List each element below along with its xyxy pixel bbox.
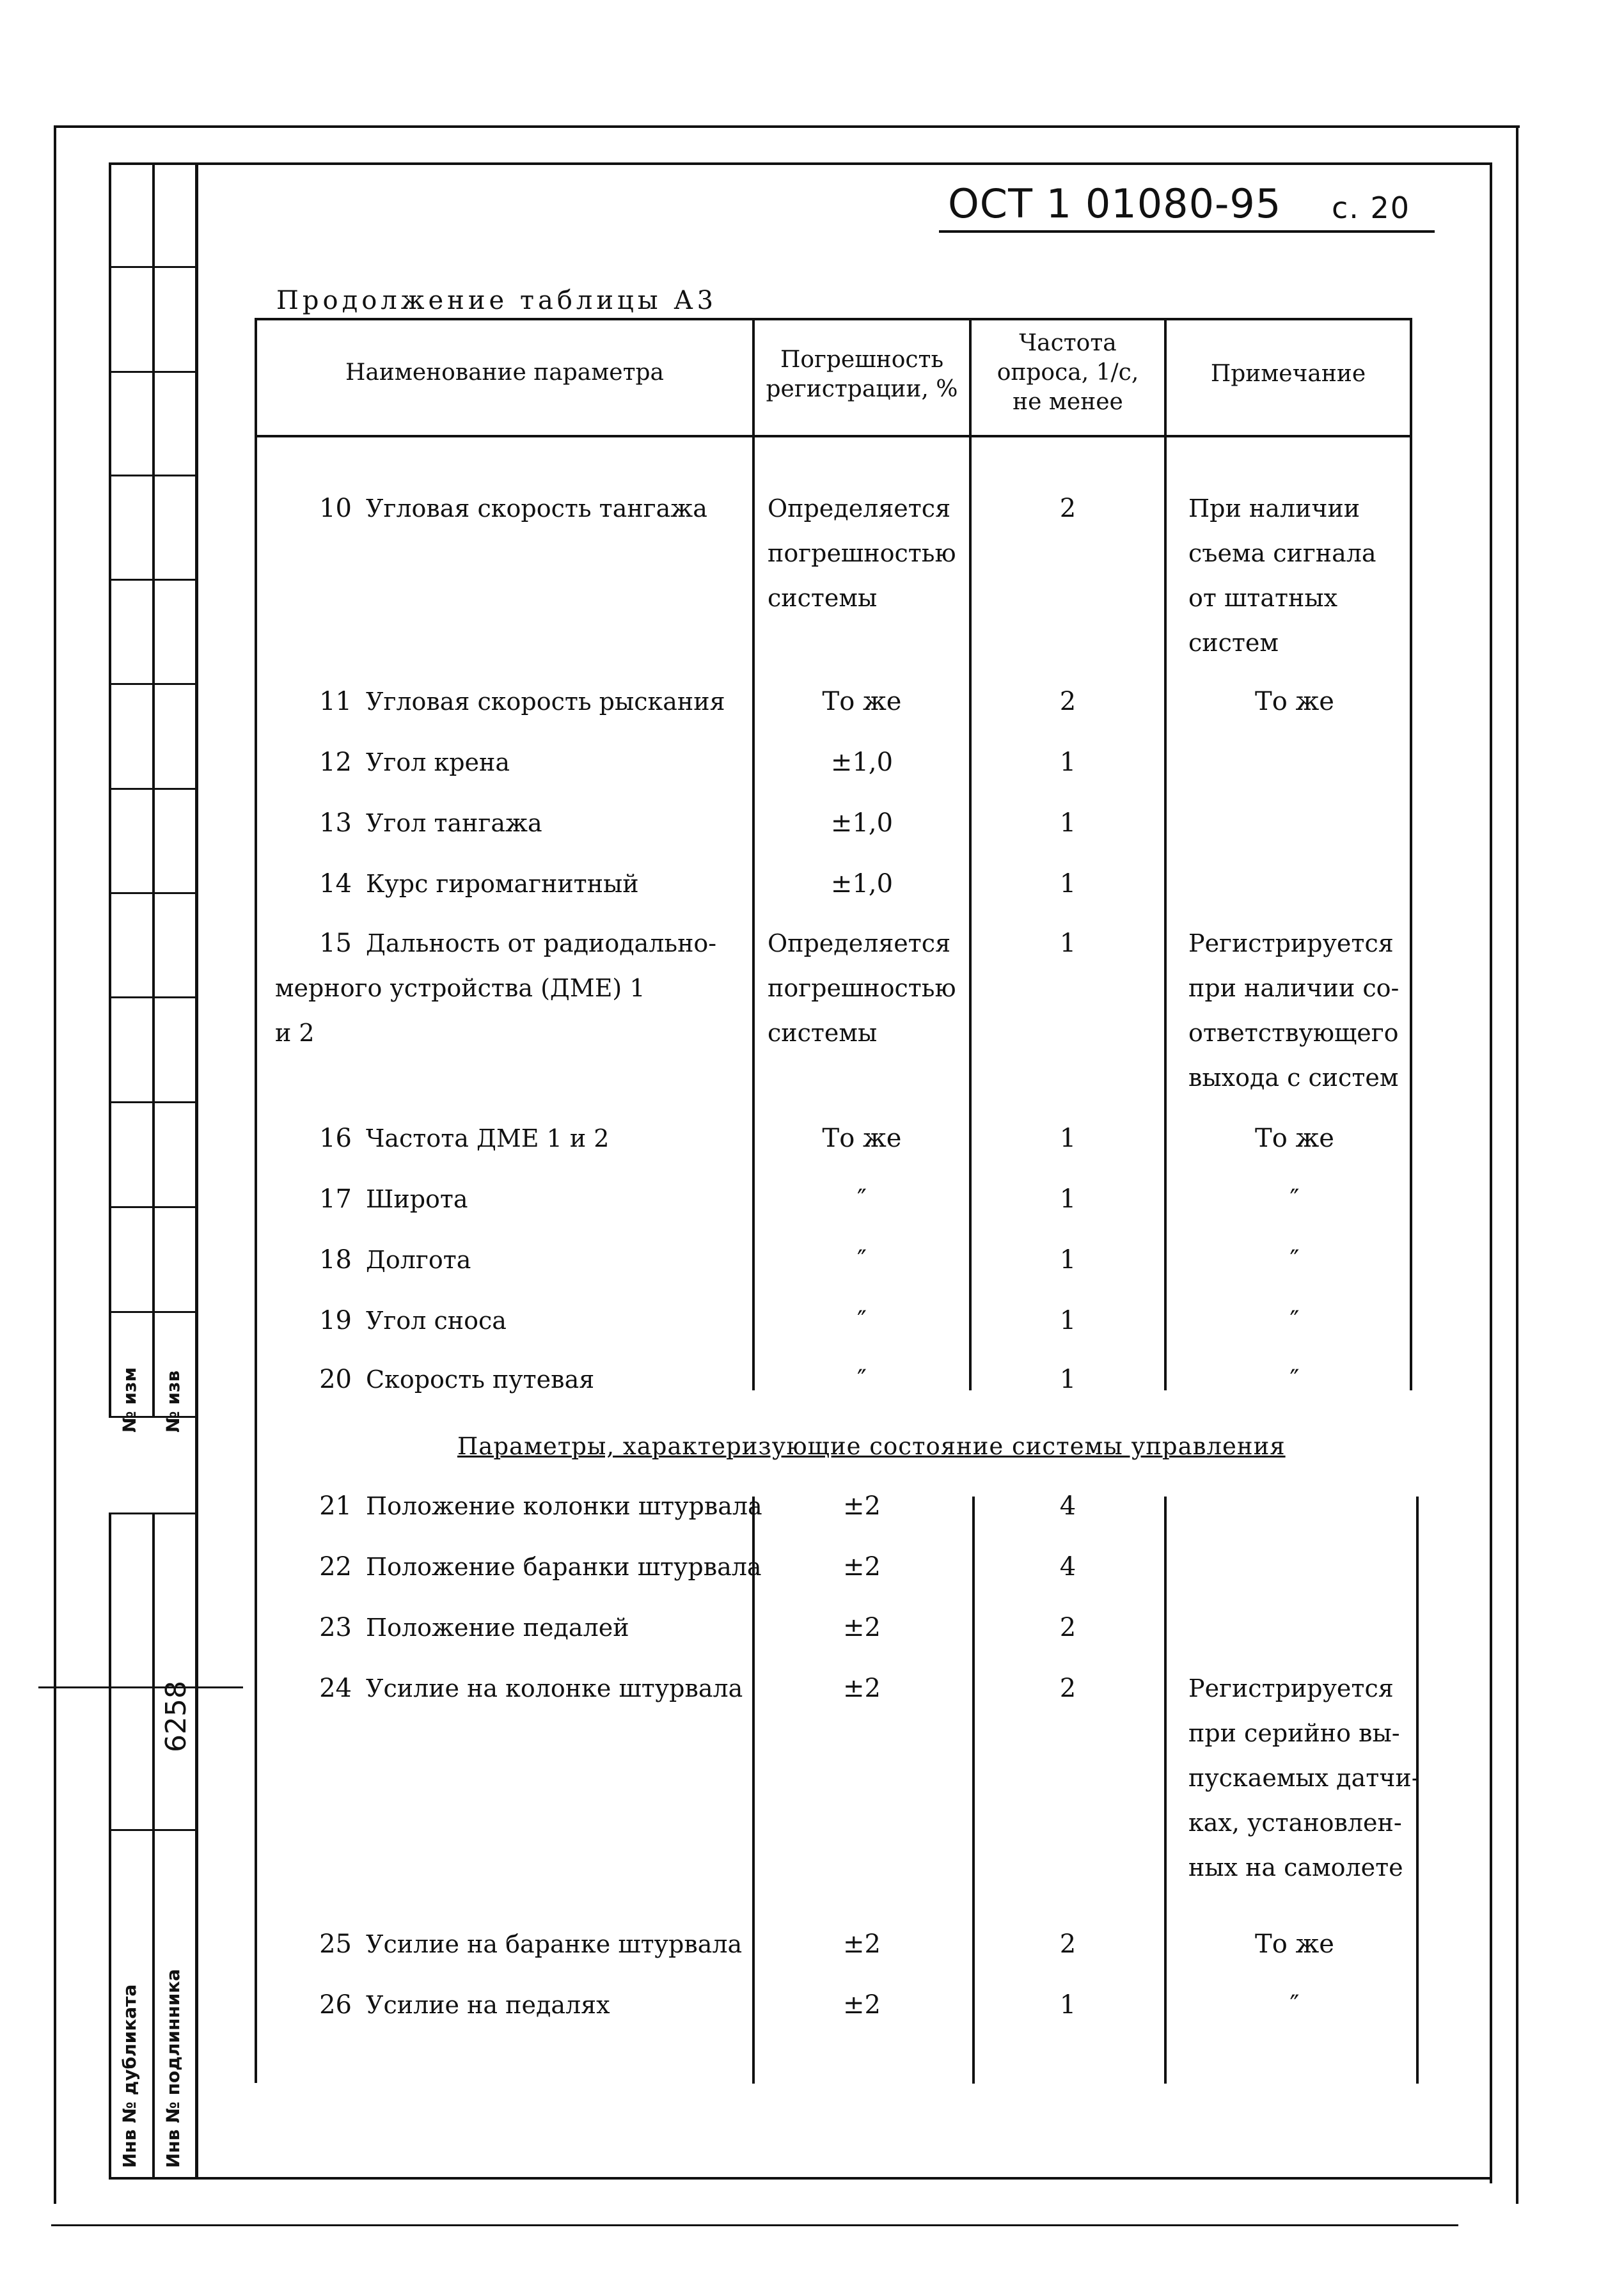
page-number: с. 20 xyxy=(1332,191,1411,225)
row-number: 22 xyxy=(319,1552,352,1582)
stamp-lower-div xyxy=(109,1829,198,1831)
row-freq: 2 xyxy=(1059,1929,1076,1959)
row-freq: 1 xyxy=(1059,748,1076,777)
row-freq: 1 xyxy=(1059,1306,1076,1335)
row-error: ±2 xyxy=(843,1674,881,1703)
inner-frame-left xyxy=(195,162,198,2177)
table-left-border xyxy=(255,318,257,2083)
row-note-line: ответствующего xyxy=(1188,1019,1399,1047)
row-error: То же xyxy=(822,1124,902,1153)
row-name-line: Дальность от радиодально- xyxy=(366,929,717,957)
row-freq: 1 xyxy=(1059,1990,1076,2020)
row-number: 17 xyxy=(319,1184,352,1214)
row-number: 10 xyxy=(319,494,352,523)
row-note-line: ных на самолете xyxy=(1188,1853,1403,1882)
header-freq-line-1: Частота xyxy=(1019,330,1117,356)
row-name-line: Долгота xyxy=(366,1246,471,1274)
table-right-border xyxy=(1410,318,1412,1390)
row-name-line: Угловая скорость рыскания xyxy=(366,688,725,716)
row-note: ″ xyxy=(1289,1184,1300,1214)
inner-frame-bottom xyxy=(109,2177,1492,2180)
row-error: ±1,0 xyxy=(830,808,894,838)
row-note: ″ xyxy=(1289,1365,1300,1394)
row-number: 26 xyxy=(319,1990,352,2020)
row-note: То же xyxy=(1255,687,1334,716)
header-freq-line-2: опроса, 1/с, xyxy=(997,359,1139,386)
row-freq: 1 xyxy=(1059,1124,1076,1153)
row-note-line: съема сигнала xyxy=(1188,539,1376,567)
row-number: 24 xyxy=(319,1674,352,1703)
row-error-line: системы xyxy=(768,584,878,612)
row-error: ″ xyxy=(857,1306,867,1335)
stamp-inv-podl: Инв № подлинника xyxy=(162,1968,184,2168)
row-note: ″ xyxy=(1289,1245,1300,1275)
row-error-line: Определяется xyxy=(768,494,951,523)
row-name-line: мерного устройства (ДМЕ) 1 xyxy=(275,974,645,1002)
row-name-line: Широта xyxy=(366,1185,468,1213)
row-freq: 1 xyxy=(1059,1365,1076,1394)
row-name-line: Курс гиромагнитный xyxy=(366,870,639,898)
col-divider-3 xyxy=(1164,318,1167,1390)
header-error xyxy=(755,345,969,404)
row-number: 23 xyxy=(319,1613,352,1642)
row-error-line: погрешностью xyxy=(768,974,956,1002)
row-note: То же xyxy=(1255,1929,1334,1959)
section-title: Параметры, характеризующие состояние системы управления xyxy=(457,1433,1286,1460)
row-freq: 2 xyxy=(1059,1674,1076,1703)
row-error: ±2 xyxy=(843,1552,881,1582)
stamp-inv-dubl: Инв № дубликата xyxy=(119,1984,140,2168)
row-number: 20 xyxy=(319,1365,352,1394)
row-number: 15 xyxy=(319,929,352,958)
stamp-grid-line xyxy=(109,683,198,685)
stamp-grid-line xyxy=(109,579,198,581)
row-note-line: систем xyxy=(1188,629,1279,657)
row-freq: 1 xyxy=(1059,869,1076,899)
row-note: То же xyxy=(1255,1124,1334,1153)
row-name-line: Угол крена xyxy=(366,748,510,776)
row-freq: 1 xyxy=(1059,929,1076,958)
row-note-line: при серийно вы- xyxy=(1188,1719,1400,1747)
header-underline xyxy=(939,230,1435,233)
stamp-grid-line xyxy=(109,1101,198,1103)
table-header-bottom xyxy=(255,435,1412,437)
row-name-line: Угловая скорость тангажа xyxy=(366,494,707,523)
header-name: Наименование параметра xyxy=(345,359,664,386)
row-freq: 2 xyxy=(1059,1613,1076,1642)
row-note-line: от штатных xyxy=(1188,584,1338,612)
row-name-line: Скорость путевая xyxy=(366,1365,595,1394)
row-freq: 1 xyxy=(1059,808,1076,838)
row-error: ±2 xyxy=(843,1613,881,1642)
row-number: 25 xyxy=(319,1929,352,1959)
table-top-border xyxy=(255,318,1412,320)
row-freq: 2 xyxy=(1059,687,1076,716)
row-error-line: системы xyxy=(768,1019,878,1047)
row-note-line: При наличии xyxy=(1188,494,1360,523)
row-error: ″ xyxy=(857,1245,867,1275)
row-error-line: Определяется xyxy=(768,929,951,957)
row-number: 19 xyxy=(319,1306,352,1335)
stamp-no-izv: № изв xyxy=(162,1370,184,1433)
row-name-line: Положение педалей xyxy=(366,1614,629,1642)
inner-frame-right xyxy=(1490,162,1492,2183)
row-name-line: Положение баранки штурвала xyxy=(366,1553,762,1581)
stamp-grid-line xyxy=(109,266,198,268)
row-number: 12 xyxy=(319,748,352,777)
col-divider-1 xyxy=(752,318,755,1390)
stamp-grid-line xyxy=(109,788,198,790)
page-bottom-line xyxy=(51,2224,1458,2226)
row-error: ″ xyxy=(857,1365,867,1394)
header-note: Примечание xyxy=(1210,361,1366,387)
row-error: ±2 xyxy=(843,1491,881,1521)
row-name-line: Положение колонки штурвала xyxy=(366,1492,762,1520)
row-note: ″ xyxy=(1289,1306,1300,1335)
stamp-inv-number: 6258 xyxy=(160,1681,193,1752)
stamp-lower-left xyxy=(109,1513,111,2178)
row-name-line: Усилие на баранке штурвала xyxy=(366,1930,743,1958)
row-name-line: Частота ДМЕ 1 и 2 xyxy=(366,1124,610,1152)
row-error-line: погрешностью xyxy=(768,539,956,567)
stamp-grid-line xyxy=(109,475,198,476)
row-name-line: Усилие на педалях xyxy=(366,1991,610,2019)
stamp-grid-line xyxy=(109,1311,198,1313)
header-freq xyxy=(972,329,1164,417)
stamp-grid-line xyxy=(109,996,198,998)
outer-frame-top xyxy=(54,125,1520,128)
outer-frame-left xyxy=(54,125,56,2204)
document-code: ОСТ 1 01080-95 xyxy=(948,180,1282,227)
row-error: ±1,0 xyxy=(830,748,894,777)
binding-line xyxy=(38,1686,243,1688)
header-freq-line-3: не менее xyxy=(1013,389,1123,415)
row-freq: 1 xyxy=(1059,1245,1076,1275)
row-note-line: пускаемых датчи- xyxy=(1188,1764,1420,1792)
row-number: 11 xyxy=(319,687,352,716)
outer-frame-right xyxy=(1516,125,1518,2204)
row-freq: 4 xyxy=(1059,1552,1076,1582)
row-freq: 4 xyxy=(1059,1491,1076,1521)
stamp-grid-line xyxy=(109,371,198,373)
row-note-line: выхода с систем xyxy=(1188,1064,1399,1092)
row-name-line: и 2 xyxy=(275,1019,315,1047)
stamp-lower-mid xyxy=(152,1513,155,2178)
row-error: То же xyxy=(822,687,902,716)
row-error: ±2 xyxy=(843,1990,881,2020)
row-error: ±1,0 xyxy=(830,869,894,899)
row-number: 18 xyxy=(319,1245,352,1275)
row-name-line: Угол тангажа xyxy=(366,809,542,837)
row-number: 14 xyxy=(319,869,352,899)
row-note-line: Регистрируется xyxy=(1188,1674,1394,1702)
row-name-line: Угол сноса xyxy=(366,1307,507,1335)
row-name-line: Усилие на колонке штурвала xyxy=(366,1674,743,1702)
header-error-line-1: Погрешность xyxy=(780,347,944,373)
stamp-grid-line xyxy=(109,892,198,894)
row-freq: 1 xyxy=(1059,1184,1076,1214)
row-note-line: Регистрируется xyxy=(1188,929,1394,957)
row-error: ″ xyxy=(857,1184,867,1214)
row-error: ±2 xyxy=(843,1929,881,1959)
stamp-no-izm: № изм xyxy=(119,1367,140,1433)
col-divider-2 xyxy=(969,318,972,1390)
row-note-line: при наличии со- xyxy=(1188,974,1399,1002)
table-caption: Продолжение таблицы А3 xyxy=(276,286,718,315)
row-number: 13 xyxy=(319,808,352,838)
row-freq: 2 xyxy=(1059,494,1076,523)
row-number: 21 xyxy=(319,1491,352,1521)
row-number: 16 xyxy=(319,1124,352,1153)
inner-frame-top xyxy=(109,162,1492,165)
row-note: ″ xyxy=(1289,1990,1300,2020)
row-note-line: ках, установлен- xyxy=(1188,1809,1402,1837)
stamp-grid-line xyxy=(109,1206,198,1208)
header-error-line-2: регистрации, % xyxy=(766,376,958,402)
